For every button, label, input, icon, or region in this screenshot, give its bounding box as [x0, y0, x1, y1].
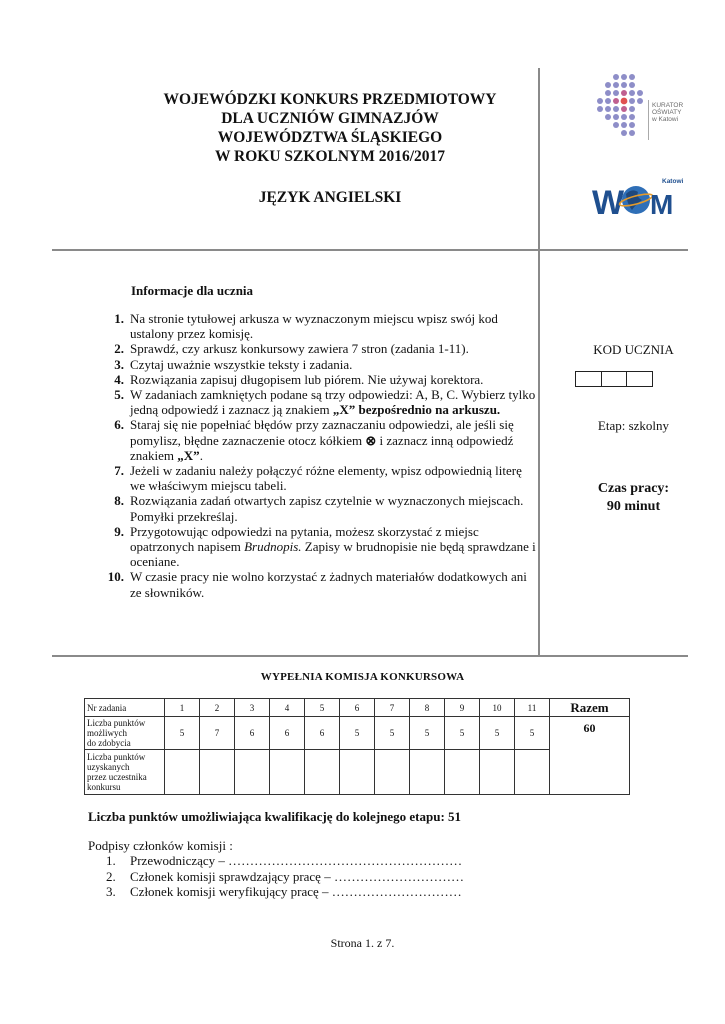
task-number-cell: 7 — [375, 699, 410, 717]
info-item — [106, 357, 536, 372]
table-row — [85, 699, 630, 717]
kurator-label-line: OŚWIATY — [652, 109, 682, 116]
info-item — [106, 569, 536, 599]
svg-text:W: W — [592, 184, 623, 220]
info-item-text: „X” bezpośrednio na arkuszu. — [332, 402, 501, 418]
row-label-line: Liczba punktów — [87, 718, 146, 728]
earned-points-cell[interactable] — [200, 750, 235, 795]
task-number-cell: 4 — [270, 699, 305, 717]
info-item-number: 3. — [114, 356, 124, 372]
info-item — [106, 524, 536, 570]
earned-points-cell[interactable] — [340, 750, 375, 795]
total-header-cell: Razem — [550, 699, 630, 717]
task-number-cell: 5 — [305, 699, 340, 717]
title-line: W ROKU SZKOLNYM 2016/2017 — [214, 148, 446, 165]
row-label-line: możliwych — [87, 728, 127, 738]
signature-number: 3. — [106, 884, 116, 899]
row-label — [85, 750, 165, 795]
max-points-cell: 5 — [515, 717, 550, 750]
task-number-cell: 2 — [200, 699, 235, 717]
signature-item — [106, 869, 464, 885]
info-item-text: „X” — [177, 447, 200, 463]
signature-number: 1. — [106, 853, 116, 868]
info-item-number: 6. — [114, 417, 124, 433]
signatures-list — [106, 853, 464, 900]
info-item-text: W czasie pracy nie wolno korzystać z żadnych materiałów dodatkowych ani ze słowników. — [130, 569, 527, 600]
earned-points-cell[interactable] — [445, 750, 480, 795]
max-points-cell: 6 — [235, 717, 270, 750]
row-label-line: konkursu — [87, 782, 121, 792]
table-row — [85, 750, 630, 795]
info-item-number: 1. — [114, 311, 124, 326]
earned-points-cell[interactable] — [480, 750, 515, 795]
signature-item — [106, 884, 464, 900]
info-item-text: Na stronie tytułowej arkusza w wyznaczonym miejscu wpisz swój kod ustalony przez komisję. — [130, 311, 498, 342]
max-points-cell: 5 — [445, 717, 480, 750]
task-number-cell: 11 — [515, 699, 550, 717]
time-label: Czas pracy: — [597, 481, 670, 496]
info-item-text: Brudnopis. — [244, 539, 302, 555]
info-item-text: Staraj się nie popełniać błędów przy zaznaczaniu odpowiedzi, ale jeśli się pomylisz, błędne zaznaczenie otocz kółkiem — [130, 417, 514, 448]
info-item-text: i zaznacz inną odpowiedź znakiem — [130, 432, 514, 463]
row-label-line: uzyskanych — [87, 762, 130, 772]
earned-points-cell[interactable] — [410, 750, 445, 795]
signature-item — [106, 853, 464, 869]
subject-title: JĘZYK ANGIELSKI — [258, 189, 402, 206]
wom-logo — [592, 172, 692, 222]
task-number-cell: 6 — [340, 699, 375, 717]
kurator-dots-icon — [590, 72, 650, 144]
wom-city: Katowi — [662, 178, 684, 185]
title-line: DLA UCZNIÓW GIMNAZJÓW — [221, 110, 439, 127]
earned-points-cell[interactable] — [515, 750, 550, 795]
info-item-text: Czytaj uważnie wszystkie teksty i zadania. — [130, 356, 353, 372]
kurator-label-line: KURATOR — [652, 102, 684, 109]
student-code-boxes[interactable] — [575, 371, 653, 387]
info-item — [106, 372, 536, 387]
header-divider-horizontal — [52, 249, 688, 251]
title-line: WOJEWÓDZTWA ŚLĄSKIEGO — [217, 129, 443, 146]
info-item-number: 7. — [114, 463, 124, 479]
row-label-line: przez uczestnika — [87, 772, 147, 782]
signature-line[interactable]: Członek komisji sprawdzający pracę – ………………………… — [130, 868, 464, 884]
signature-line[interactable]: Członek komisji weryfikujący pracę – ………………………… — [130, 884, 462, 899]
info-item-number: 9. — [114, 523, 124, 539]
contest-title — [60, 90, 600, 166]
row-label-line: do zdobycia — [87, 738, 131, 748]
kurator-logo — [590, 72, 690, 152]
max-points-cell: 5 — [375, 717, 410, 750]
signature-line[interactable]: Przewodniczący – ……………………………………………… — [130, 853, 463, 868]
kurator-label-line: w Katowi — [652, 116, 679, 123]
info-item-number: 2. — [114, 341, 124, 357]
table-row — [85, 717, 630, 750]
code-box[interactable] — [576, 372, 602, 386]
stage-label: Etap: szkolny — [597, 418, 670, 433]
info-item-text: W zadaniach zamkniętych podane są trzy odpowiedzi: A, B, C. Wybierz tylko jedną odpowiedź i zaznacz ją znakiem — [130, 387, 536, 418]
info-item-text: . — [199, 447, 203, 463]
commission-heading: WYPEŁNIA KOMISJA KONKURSOWA — [260, 671, 465, 683]
info-item — [106, 493, 536, 523]
signatures-heading: Podpisy członków komisji : — [88, 838, 233, 853]
info-item-text: Jeżeli w zadaniu należy połączyć różne elementy, wpisz odpowiednią literę we właściwym miejscu tabeli. — [130, 463, 522, 494]
row-label — [85, 717, 165, 750]
info-list — [106, 311, 536, 600]
signature-number: 2. — [106, 868, 116, 884]
info-item-text: Rozwiązania zadań otwartych zapisz czytelnie w wyznaczonych miejscach. Pomyłki przekreślaj. — [130, 493, 524, 524]
task-number-cell: 10 — [480, 699, 515, 717]
code-box[interactable] — [602, 372, 628, 386]
info-item-text: Sprawdź, czy arkusz konkursowy zawiera 7 stron (zadania 1-11). — [130, 341, 469, 357]
max-points-cell: 5 — [340, 717, 375, 750]
time-value: 90 minut — [606, 499, 661, 514]
info-item — [106, 341, 536, 356]
title-line: WOJEWÓDZKI KONKURS PRZEDMIOTOWY — [163, 91, 497, 108]
earned-points-cell[interactable] — [235, 750, 270, 795]
qualification-threshold: Liczba punktów umożliwiająca kwalifikację do kolejnego etapu: 51 — [88, 809, 462, 824]
kurator-divider — [648, 100, 649, 140]
task-number-cell: 3 — [235, 699, 270, 717]
earned-points-cell[interactable] — [270, 750, 305, 795]
info-item-text: ⊗ — [365, 432, 377, 448]
kod-ucznia-label: KOD UCZNIA — [593, 342, 674, 357]
row-label-line: Liczba punktów — [87, 752, 146, 762]
info-item — [106, 311, 536, 341]
page-number: Strona 1. z 7. — [330, 936, 395, 950]
max-points-cell: 5 — [410, 717, 445, 750]
info-item-text: Zapisy w brudnopisie nie będą sprawdzane i oceniane. — [130, 539, 536, 570]
code-box[interactable] — [627, 372, 652, 386]
max-points-cell: 6 — [270, 717, 305, 750]
task-number-cell: 9 — [445, 699, 480, 717]
info-item — [106, 417, 536, 463]
task-number-cell: 8 — [410, 699, 445, 717]
max-points-cell: 5 — [480, 717, 515, 750]
info-item — [106, 463, 536, 493]
earned-points-cell[interactable] — [165, 750, 200, 795]
svg-text:M: M — [650, 189, 674, 220]
info-heading: Informacje dla ucznia — [131, 283, 254, 298]
earned-points-cell[interactable] — [305, 750, 340, 795]
info-item — [106, 387, 536, 417]
max-points-cell: 5 — [165, 717, 200, 750]
task-number-cell: 1 — [165, 699, 200, 717]
max-points-cell: 7 — [200, 717, 235, 750]
kurator-label — [652, 102, 683, 123]
info-item-number: 4. — [114, 371, 124, 387]
info-divider-horizontal — [52, 655, 688, 657]
earned-points-cell[interactable] — [375, 750, 410, 795]
max-points-cell: 6 — [305, 717, 340, 750]
info-item-number: 10. — [107, 569, 124, 585]
info-item-text: Przygotowując odpowiedzi na pytania, możesz skorzystać z miejsc opatrzonych napisem — [130, 523, 479, 555]
info-item-number: 5. — [114, 387, 124, 403]
info-item-text: Rozwiązania zapisuj długopisem lub piórem. Nie używaj korektora. — [130, 371, 484, 387]
row-label: Nr zadania — [85, 699, 165, 717]
info-item-number: 8. — [114, 493, 124, 509]
score-table — [84, 698, 630, 795]
total-points-cell: 60 — [550, 717, 630, 795]
